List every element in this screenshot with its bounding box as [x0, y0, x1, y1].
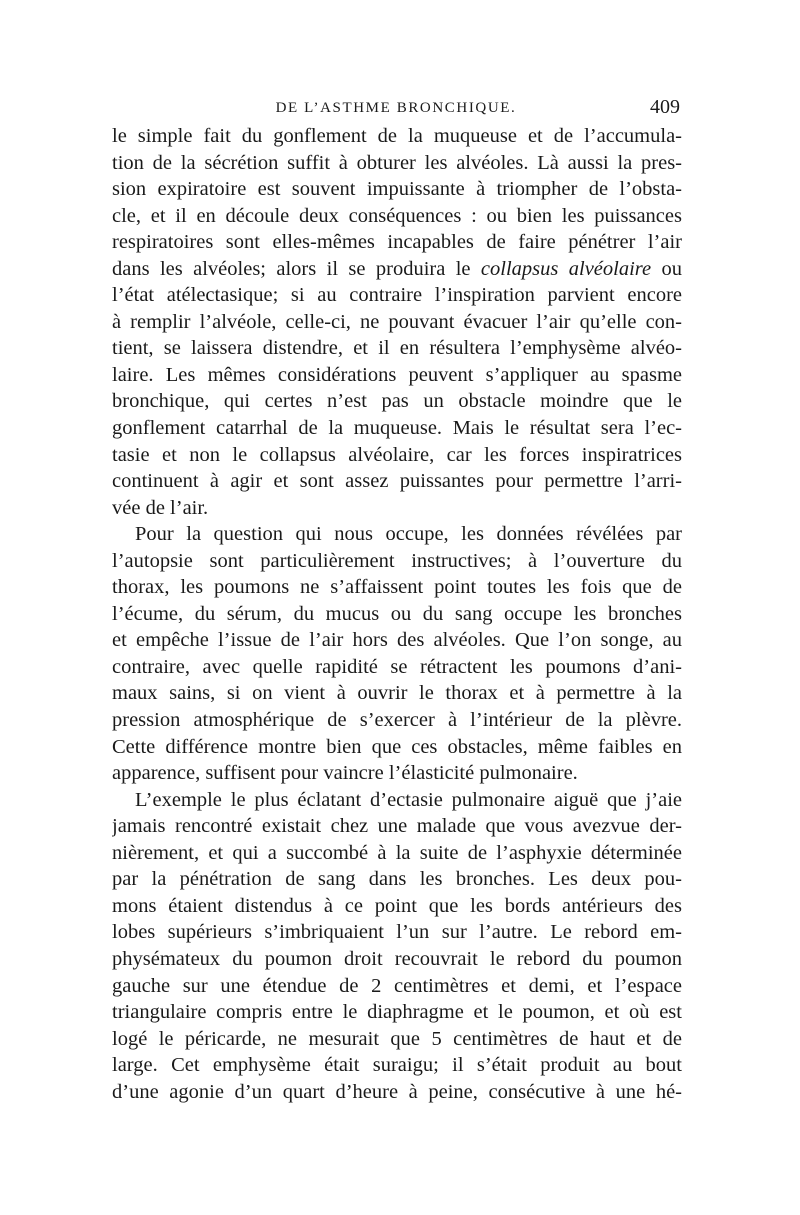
text-line: contraire, avec quelle rapidité se rétractent les poumons d’ani-: [112, 655, 682, 678]
text-line: par la pénétration de sang dans les bronches. Les deux pou-: [112, 868, 682, 891]
running-title: DE L’ASTHME BRONCHIQUE.: [275, 100, 517, 116]
text-line: à remplir l’alvéole, celle-ci, ne pouvant évacuer l’air qu’elle con-: [112, 310, 682, 333]
text-line: mons étaient distendus à ce point que les bords antérieurs des: [112, 894, 682, 917]
text-line: thorax, les poumons ne s’affaissent point toutes les fois que de: [112, 576, 682, 599]
text-line: jamais rencontré existait chez une malade que vous avezvue der-: [112, 815, 682, 838]
text-line: logé le péricarde, ne mesurait que 5 centimètres de haut et de: [112, 1027, 682, 1050]
text-line: lobes supérieurs s’imbriquaient l’un sur l’autre. Le rebord em-: [112, 921, 682, 944]
text-line: triangulaire compris entre le diaphragme et le poumon, et où est: [112, 1001, 682, 1024]
text-segment: dans les alvéoles; alors il se produira le: [112, 257, 481, 280]
text-line: et empêche l’issue de l’air hors des alvéoles. Que l’on songe, au: [112, 629, 682, 652]
text-line: large. Cet emphysème était suraigu; il s’était produit au bout: [112, 1054, 682, 1077]
text-line: physémateux du poumon droit recouvrait le rebord du poumon: [112, 947, 682, 970]
text-line: cle, et il en découle deux conséquences : ou bien les puissances: [112, 204, 682, 227]
text-line: maux sains, si on vient à ouvrir le thorax et à permettre à la: [112, 682, 682, 705]
text-line: laire. Les mêmes considérations peuvent s’appliquer au spasme: [112, 363, 682, 386]
text-line: respiratoires sont elles-mêmes incapables de faire pénétrer l’air: [112, 231, 682, 254]
italic-term: collapsus alvéolaire: [480, 257, 652, 280]
text-line: tient, se laissera distendre, et il en résultera l’emphysème alvéo-: [112, 337, 682, 360]
text-line: Cette différence montre bien que ces obstacles, même faibles en: [112, 735, 682, 758]
text-line: l’état atélectasique; si au contraire l’inspiration parvient encore: [112, 284, 682, 307]
text-line: continuent à agir et sont assez puissantes pour permettre l’arri-: [112, 470, 682, 493]
text-segment: ou: [651, 257, 682, 280]
paragraph-start-line: Pour la question qui nous occupe, les données révélées par: [135, 523, 682, 546]
running-head: [112, 96, 680, 120]
text-line: tion de la sécrétion suffit à obturer les alvéoles. Là aussi la pres-: [112, 151, 682, 174]
text-line: sion expiratoire est souvent impuissante à triompher de l’obsta-: [112, 178, 682, 201]
text-line: nièrement, et qui a succombé à la suite de l’asphyxie déterminée: [112, 841, 682, 864]
paragraph-start-line: L’exemple le plus éclatant d’ectasie pulmonaire aiguë que j’aie: [135, 788, 682, 811]
text-line: le simple fait du gonflement de la muqueuse et de l’accumula-: [112, 125, 682, 147]
paragraph-end-line: vée de l’air.: [112, 496, 209, 519]
text-line: bronchique, qui certes n’est pas un obstacle moindre que le: [112, 390, 682, 413]
text-line: l’écume, du sérum, du mucus ou du sang occupe les bronches: [112, 602, 682, 625]
text-line: pression atmosphérique de s’exercer à l’intérieur de la plèvre.: [112, 709, 682, 732]
text-line: l’autopsie sont particulièrement instructives; à l’ouverture du: [112, 549, 682, 572]
text-line: gonflement catarrhal de la muqueuse. Mais le résultat sera l’ec-: [112, 417, 682, 440]
page-number: 409: [650, 96, 680, 118]
text-line-with-italic: [112, 256, 682, 283]
text-line: gauche sur une étendue de 2 centimètres et demi, et l’espace: [112, 974, 682, 997]
text-line: tasie et non le collapsus alvéolaire, car les forces inspiratrices: [112, 443, 682, 466]
paragraph-end-line: apparence, suffisent pour vaincre l’élasticité pulmonaire.: [112, 762, 578, 785]
text-line: d’une agonie d’un quart d’heure à peine, consécutive à une hé-: [112, 1080, 682, 1103]
body-text: [112, 123, 682, 1105]
